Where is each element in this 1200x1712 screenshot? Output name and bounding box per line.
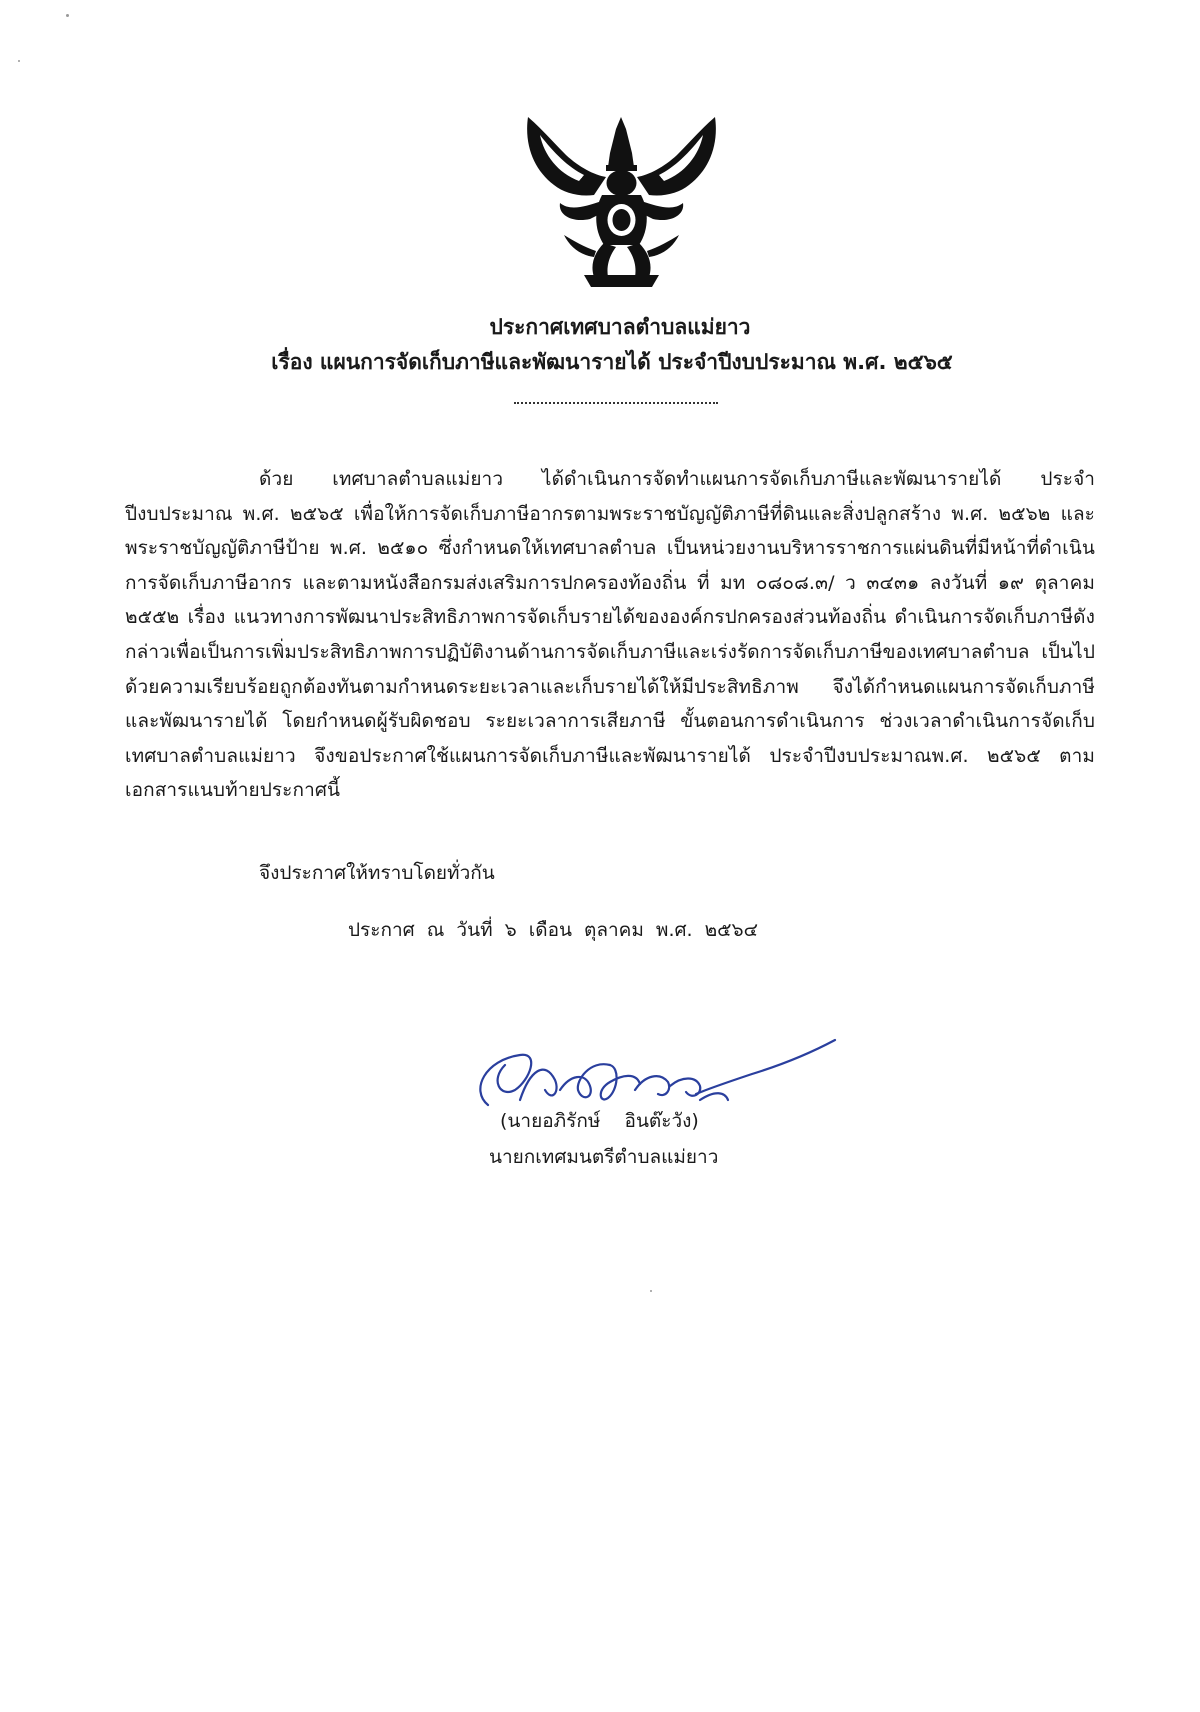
dotted-divider (514, 402, 718, 404)
scan-speck (66, 14, 69, 17)
garuda-emblem-icon (524, 115, 719, 287)
closing-statement: จึงประกาศให้ทราบโดยทั่วกัน (259, 862, 495, 884)
announcement-body: ด้วย เทศบาลตำบลแม่ยาว ได้ดำเนินการจัดทำแผนการจัดเก็บภาษีและพัฒนารายได้ ประจำปีงบประมาณ พ.ศ. ๒๕๖๕ เพื่อให้การจัดเก็บภาษีอากรตามพระราชบัญญัติภาษีที่ดินและสิ่งปลูกสร้าง พ.ศ. ๒๕๖๒ และพระราชบัญญัติภาษีป้าย พ.ศ. ๒๕๑๐ ซึ่งกำหนดให้เทศบาลตำบล เป็นหน่วยงานบริหารราชการแผ่นดินที่มีหน้าที่ดำเนินการจัดเก็บภาษีอากร และตามหนังสือกรมส่งเสริมการปกครองท้องถิ่น ที่ มท ๐๘๐๘.๓/ ว ๓๔๓๑ ลงวันที่ ๑๙ ตุลาคม ๒๕๕๒ เรื่อง แนวทางการพัฒนาประสิทธิภาพการจัดเก็บรายได้ขององค์กรปกครองส่วนท้องถิ่น ดำเนินการจัดเก็บภาษีดังกล่าวเพื่อเป็นการเพิ่มประสิทธิภาพการปฏิบัติงานด้านการจัดเก็บภาษีและเร่งรัดการจัดเก็บภาษีของเทศบาลตำบล เป็นไปด้วยความเรียบร้อยถูกต้องทันตามกำหนดระยะเวลาและเก็บรายได้ให้มีประสิทธิภาพ จึงได้กำหนดแผนการจัดเก็บภาษีและพัฒนารายได้ โดยกำหนดผู้รับผิดชอบ ระยะเวลาการเสียภาษี ขั้นตอนการดำเนินการ ช่วงเวลาดำเนินการจัดเก็บ เทศบาลตำบลแม่ยาว จึงขอประกาศใช้แผนการจัดเก็บภาษีและพัฒนารายได้ ประจำปีงบประมาณพ.ศ. ๒๕๖๕ ตามเอกสารแนบท้ายประกาศนี้ (125, 468, 1095, 802)
scan-speck (650, 1290, 652, 1292)
announcement-date: ประกาศ ณ วันที่ ๖ เดือน ตุลาคม พ.ศ. ๒๕๖๔ (348, 919, 758, 941)
announcement-header (0, 310, 1200, 380)
signer-name: (นายอภิรักษ์ อินต๊ะวัง) (500, 1110, 699, 1132)
announcement-subject: เรื่อง แผนการจัดเก็บภาษีและพัฒนารายได้ ประจำปีงบประมาณ พ.ศ. ๒๕๖๕ (271, 350, 953, 374)
scan-speck (18, 60, 20, 62)
signer-title: นายกเทศมนตรีตำบลแม่ยาว (489, 1146, 719, 1168)
announcement-title: ประกาศเทศบาลตำบลแม่ยาว (489, 315, 751, 339)
